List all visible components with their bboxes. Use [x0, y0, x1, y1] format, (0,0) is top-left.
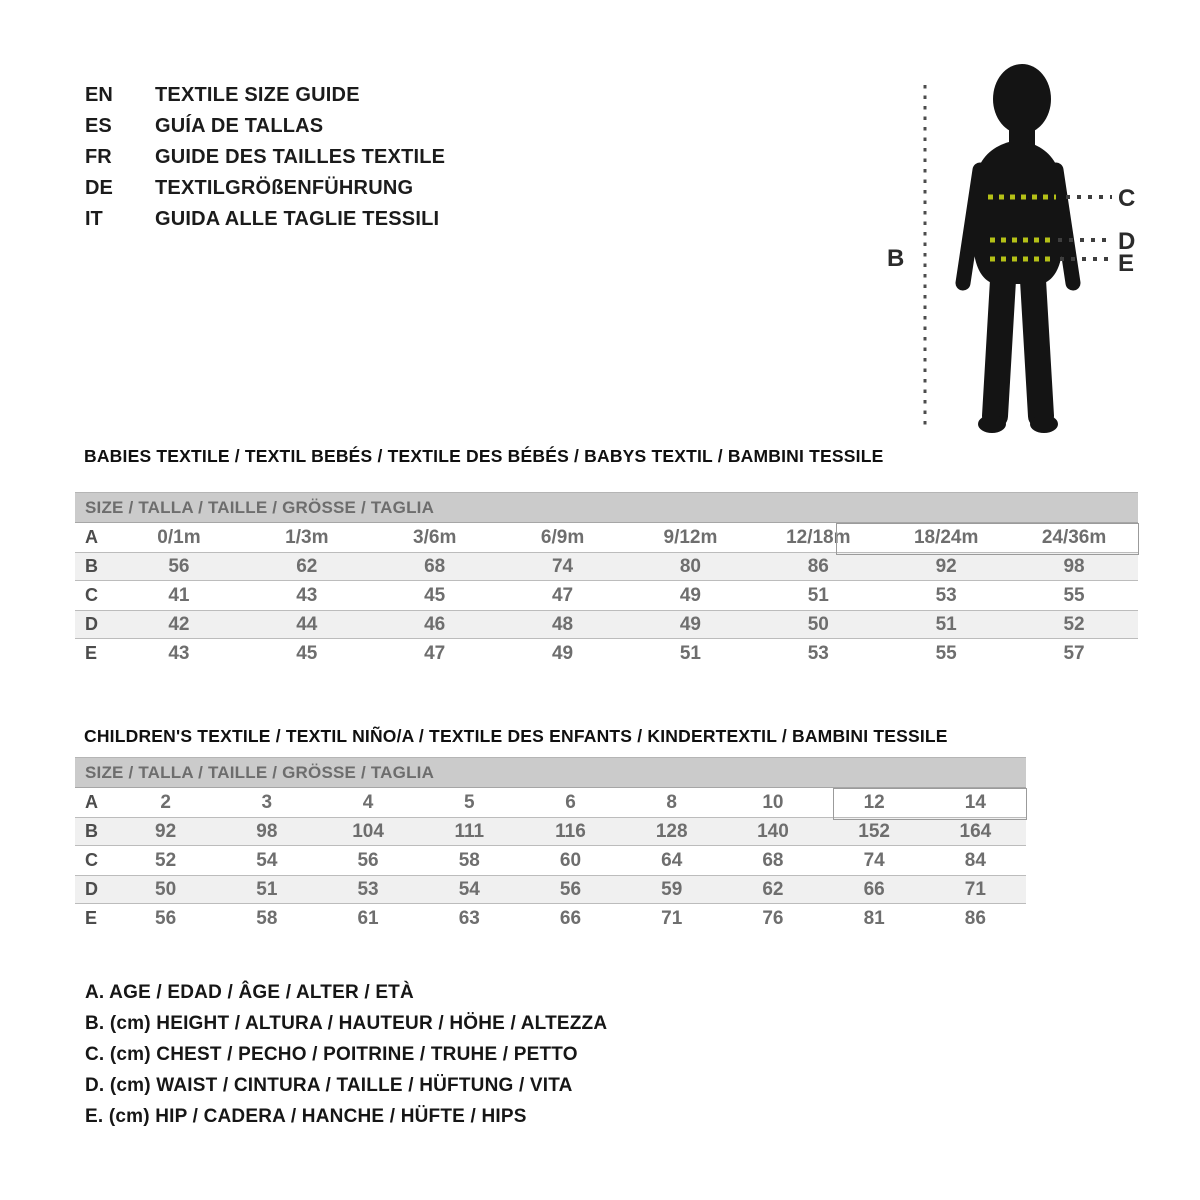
- table-cell: 52: [155, 849, 177, 871]
- table-cell: 64: [661, 849, 683, 871]
- measurement-legend: [85, 977, 607, 1132]
- children-table-body: [75, 788, 1026, 933]
- table-cell: 50: [807, 613, 829, 635]
- language-title: GUÍA DE TALLAS: [155, 115, 324, 137]
- table-cell: 42: [168, 613, 190, 635]
- babies-section-heading: BABIES TEXTILE / TEXTIL BEBÉS / TEXTILE DES BÉBÉS / BABYS TEXTIL / BAMBINI TESSILE: [84, 446, 884, 466]
- table-cell: 4: [362, 791, 374, 813]
- table-cell: 104: [352, 820, 384, 842]
- table-cell: 152: [858, 820, 890, 842]
- language-title: GUIDA ALLE TAGLIE TESSILI: [155, 208, 440, 230]
- language-code: FR: [85, 146, 112, 168]
- babies-size-table: [75, 492, 1138, 668]
- table-cell: 50: [155, 878, 177, 900]
- table-cell: 86: [964, 907, 986, 929]
- table-cell: 57: [1063, 642, 1085, 664]
- table-cell: 68: [762, 849, 784, 871]
- table-cell: 8: [666, 791, 677, 813]
- table-cell: 140: [757, 820, 789, 842]
- table-cell: 48: [551, 613, 574, 635]
- table-cell: 24/36m: [1041, 526, 1107, 548]
- table-cell: 44: [296, 613, 318, 635]
- table-cell: 2: [160, 791, 171, 813]
- legend-height: B. (cm) HEIGHT / ALTURA / HAUTEUR / HÖHE / ALTEZZA: [85, 1012, 608, 1034]
- table-cell: 51: [256, 878, 278, 900]
- table-cell: 71: [964, 878, 986, 900]
- table-row-d: [75, 875, 1026, 904]
- table-cell: 80: [679, 555, 701, 577]
- table-cell: 164: [959, 820, 992, 842]
- language-row-es: [85, 111, 445, 142]
- language-title-list: [85, 80, 445, 235]
- table-cell: 56: [357, 849, 379, 871]
- table-cell: 51: [807, 584, 829, 606]
- language-row-it: [85, 204, 445, 235]
- table-cell: 56: [155, 907, 177, 929]
- table-cell: 18/24m: [913, 526, 979, 548]
- table-cell: 58: [256, 907, 278, 929]
- table-cell: 45: [424, 584, 446, 606]
- language-row-fr: [85, 142, 445, 173]
- legend-age: A. AGE / EDAD / ÂGE / ALTER / ETÀ: [85, 981, 414, 1003]
- language-code: EN: [85, 84, 113, 106]
- table-cell: 10: [762, 791, 784, 813]
- row-label: D: [85, 614, 98, 634]
- language-title: TEXTILE SIZE GUIDE: [155, 84, 360, 106]
- table-row-d: [75, 610, 1138, 639]
- size-header-bar: SIZE / TALLA / TAILLE / GRÖSSE / TAGLIA: [75, 492, 1138, 523]
- table-cell: 74: [863, 849, 885, 871]
- table-cell: 62: [296, 555, 318, 577]
- language-row-en: [85, 80, 445, 111]
- table-cell: 43: [168, 642, 190, 664]
- table-cell: 47: [424, 642, 446, 664]
- table-cell: 49: [679, 584, 701, 606]
- row-label: B: [85, 556, 98, 576]
- table-cell: 86: [807, 555, 829, 577]
- waist-label: D: [1118, 228, 1136, 255]
- table-cell: 60: [559, 849, 582, 871]
- table-cell: 41: [168, 584, 190, 606]
- table-cell: 43: [296, 584, 318, 606]
- table-cell: 47: [551, 584, 574, 606]
- table-cell: 6/9m: [540, 526, 585, 548]
- table-cell: 56: [168, 555, 190, 577]
- table-cell: 128: [655, 820, 688, 842]
- language-row-de: [85, 173, 445, 204]
- row-label: A: [85, 792, 98, 812]
- child-silhouette: [963, 64, 1073, 433]
- table-cell: 51: [935, 613, 957, 635]
- hip-label: E: [1118, 250, 1135, 277]
- legend-hip: E. (cm) HIP / CADERA / HANCHE / HÜFTE / HIPS: [85, 1105, 527, 1127]
- table-cell: 5: [463, 791, 475, 813]
- table-cell: 111: [454, 820, 485, 842]
- row-label: C: [85, 585, 98, 605]
- row-label: C: [85, 850, 98, 870]
- table-cell: 76: [762, 907, 784, 929]
- table-cell: 98: [256, 820, 278, 842]
- table-cell: 12: [863, 791, 885, 813]
- table-cell: 3/6m: [413, 526, 457, 548]
- table-cell: 9/12m: [663, 526, 718, 548]
- table-cell: 61: [357, 907, 379, 929]
- table-row-a: [75, 788, 1026, 817]
- table-cell: 49: [551, 642, 574, 664]
- table-cell: 53: [357, 878, 379, 900]
- table-cell: 116: [555, 820, 586, 842]
- table-row-c: [75, 846, 1026, 875]
- table-cell: 71: [661, 907, 683, 929]
- table-cell: 81: [863, 907, 885, 929]
- legend-chest: C. (cm) CHEST / PECHO / POITRINE / TRUHE / PETTO: [85, 1043, 578, 1065]
- table-cell: 63: [458, 907, 480, 929]
- table-cell: 53: [807, 642, 829, 664]
- table-cell: 92: [935, 555, 957, 577]
- table-cell: 68: [424, 555, 446, 577]
- table-cell: 51: [679, 642, 701, 664]
- table-row-a: [75, 523, 1138, 552]
- table-cell: 53: [935, 584, 957, 606]
- table-cell: 54: [458, 878, 480, 900]
- row-label: A: [85, 527, 98, 547]
- size-header-bar: SIZE / TALLA / TAILLE / GRÖSSE / TAGLIA: [75, 757, 1026, 788]
- table-cell: 14: [964, 791, 986, 813]
- child-silhouette-diagram: [860, 40, 1200, 460]
- table-cell: 66: [559, 907, 582, 929]
- table-row-e: [75, 904, 1026, 933]
- table-cell: 59: [661, 878, 683, 900]
- children-size-table: [75, 757, 1026, 933]
- table-cell: 56: [559, 878, 582, 900]
- table-row-b: [75, 552, 1138, 581]
- language-code: IT: [85, 208, 103, 230]
- table-cell: 46: [424, 613, 446, 635]
- table-cell: 84: [964, 849, 986, 871]
- table-cell: 58: [458, 849, 480, 871]
- table-cell: 55: [935, 642, 957, 664]
- children-section-heading: CHILDREN'S TEXTILE / TEXTIL NIÑO/A / TEXTILE DES ENFANTS / KINDERTEXTIL / BAMBINI TESSILE: [84, 726, 948, 746]
- language-code: ES: [85, 115, 112, 137]
- table-row-b: [75, 817, 1026, 846]
- table-cell: 45: [296, 642, 318, 664]
- table-cell: 92: [155, 820, 177, 842]
- table-cell: 3: [261, 791, 273, 813]
- table-cell: 12/18m: [786, 526, 851, 548]
- table-cell: 62: [762, 878, 784, 900]
- language-title: GUIDE DES TAILLES TEXTILE: [155, 146, 446, 168]
- row-label: E: [85, 643, 98, 663]
- language-title: TEXTILGRÖßENFÜHRUNG: [155, 177, 414, 199]
- legend-waist: D. (cm) WAIST / CINTURA / TAILLE / HÜFTUNG / VITA: [85, 1074, 573, 1096]
- table-cell: 49: [679, 613, 701, 635]
- table-cell: 54: [256, 849, 278, 871]
- height-label: B: [887, 245, 905, 272]
- chest-label: C: [1118, 185, 1136, 212]
- row-label: E: [85, 908, 98, 928]
- table-cell: 1/3m: [285, 526, 329, 548]
- table-cell: 6: [565, 791, 576, 813]
- table-cell: 98: [1063, 555, 1085, 577]
- table-row-e: [75, 639, 1138, 668]
- table-cell: 0/1m: [157, 526, 201, 548]
- table-cell: 55: [1063, 584, 1085, 606]
- table-cell: 74: [551, 555, 574, 577]
- row-label: B: [85, 821, 98, 841]
- babies-table-body: [75, 523, 1138, 668]
- table-row-c: [75, 581, 1138, 610]
- row-label: D: [85, 879, 98, 899]
- language-code: DE: [85, 177, 113, 199]
- table-cell: 66: [863, 878, 885, 900]
- table-cell: 52: [1063, 613, 1085, 635]
